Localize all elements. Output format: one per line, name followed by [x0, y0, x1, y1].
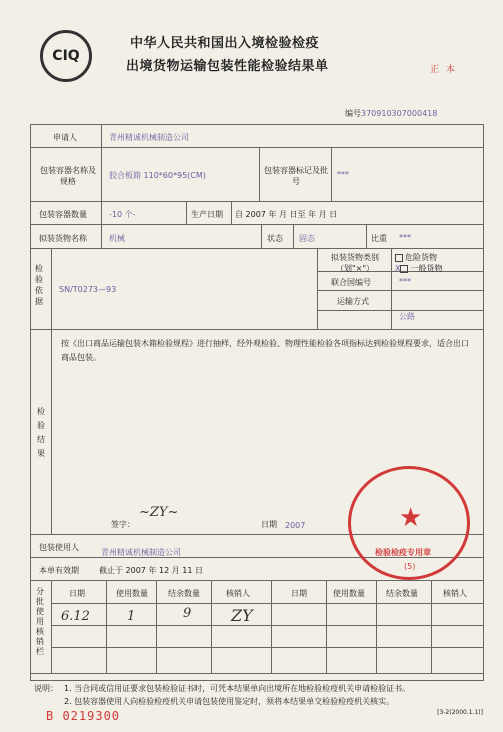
title-line2: 出境货物运输包装性能检验结果单: [126, 59, 329, 74]
un-number-label: 联合国编号: [331, 278, 371, 287]
form-serial-b: B 0219300: [46, 709, 121, 723]
usage-cell: 6.12: [61, 609, 90, 624]
result-text: 按《出口商品运输包装木箱检验规程》进行抽样，经外观检验、物理性能检验各项指标达到检验规程要求，适合出口商品包装。: [61, 339, 469, 362]
production-date-value: 自 2007 年 月 日至 年 月 日: [235, 210, 338, 219]
container-name-label: 包装容器名称及规格: [40, 166, 96, 186]
form-version: [3-2(2000.1.1)]: [437, 709, 483, 716]
usage-cell: 9: [183, 606, 192, 621]
copy-mark: 正 本: [430, 65, 457, 75]
inspection-basis-value: SN/T0273—93: [59, 285, 117, 294]
inspector-signature: ~ZY~: [139, 505, 179, 520]
quantity-value: -10 个-: [109, 210, 136, 219]
user-value: 青州精诚机械制造公司: [101, 548, 181, 557]
production-date-label: 生产日期: [191, 210, 223, 219]
applicant-value: 青州精诚机械制造公司: [109, 133, 189, 142]
notes-line2: 2. 包装容器使用人向检验检疫机关申请包装使用鉴定时，须将本结果单交检验检疫机关核实。: [64, 697, 395, 706]
container-mark-value: ***: [337, 170, 349, 179]
un-number-value: ***: [399, 277, 411, 286]
container-mark-label: 包装容器标记及批号: [264, 166, 328, 186]
container-name-value: 胶合板箱 110*60*95(CM): [109, 171, 206, 180]
state-value: 固态: [299, 234, 315, 243]
title-line1: 中华人民共和国出入境检验检疫: [130, 36, 320, 51]
sign-date-label: 日期: [261, 520, 277, 529]
state-label: 状态: [267, 234, 283, 243]
seal-number: (5): [404, 562, 416, 571]
usage-header: 日期: [291, 589, 307, 598]
official-seal: [348, 466, 470, 580]
usage-header: 核销人: [443, 589, 467, 598]
usage-header: 使用数量: [333, 589, 365, 598]
usage-header: 结余数量: [386, 589, 418, 598]
usage-cell: 1: [127, 609, 136, 624]
seal-star-icon: ★: [399, 503, 423, 533]
notes-label: 说明：: [34, 684, 58, 693]
sign-date-value: 2007: [285, 521, 306, 530]
notes-line1: 1. 当合同或信用证要求包装检验证书时，可凭本结果单向出境所在地检验检疫机关申请检验证书。: [64, 684, 411, 693]
seal-text: 检验检疫专用章: [375, 548, 431, 557]
dangerous-goods-option[interactable]: 危险货物: [395, 252, 437, 263]
goods-category-label: 拟装货物类别（划"×"）: [331, 253, 379, 273]
inspection-basis-label: 检验依据: [35, 264, 43, 306]
result-label: 检验结果: [37, 407, 45, 458]
serial-number: 编号370910307000418: [345, 109, 438, 118]
usage-header: 使用数量: [116, 589, 148, 598]
specific-gravity-label: 比重: [371, 234, 387, 243]
goods-name-value: 机械: [109, 234, 125, 243]
specific-gravity-value: ***: [399, 233, 411, 242]
quantity-label: 包装容器数量: [39, 210, 87, 219]
usage-side-label: 分批使用核销栏: [36, 587, 44, 656]
validity-label: 本单有效期: [39, 566, 79, 575]
usage-header: 核销人: [226, 589, 250, 598]
general-goods-option[interactable]: X 一般货物: [395, 264, 443, 273]
sign-label: 签字：: [111, 520, 135, 529]
ciq-logo: CIQ: [40, 30, 92, 82]
applicant-label: 申请人: [53, 133, 77, 142]
usage-header: 结余数量: [168, 589, 200, 598]
user-label: 包装使用人: [39, 543, 79, 552]
transport-value: 公路: [399, 312, 415, 321]
goods-name-label: 拟装货物名称: [39, 234, 87, 243]
transport-label: 运输方式: [337, 297, 369, 306]
validity-value: 截止于 2007 年 12 月 11 日: [99, 566, 203, 575]
usage-cell: ZY: [231, 606, 253, 625]
usage-header: 日期: [69, 589, 85, 598]
form-frame: [30, 124, 484, 681]
